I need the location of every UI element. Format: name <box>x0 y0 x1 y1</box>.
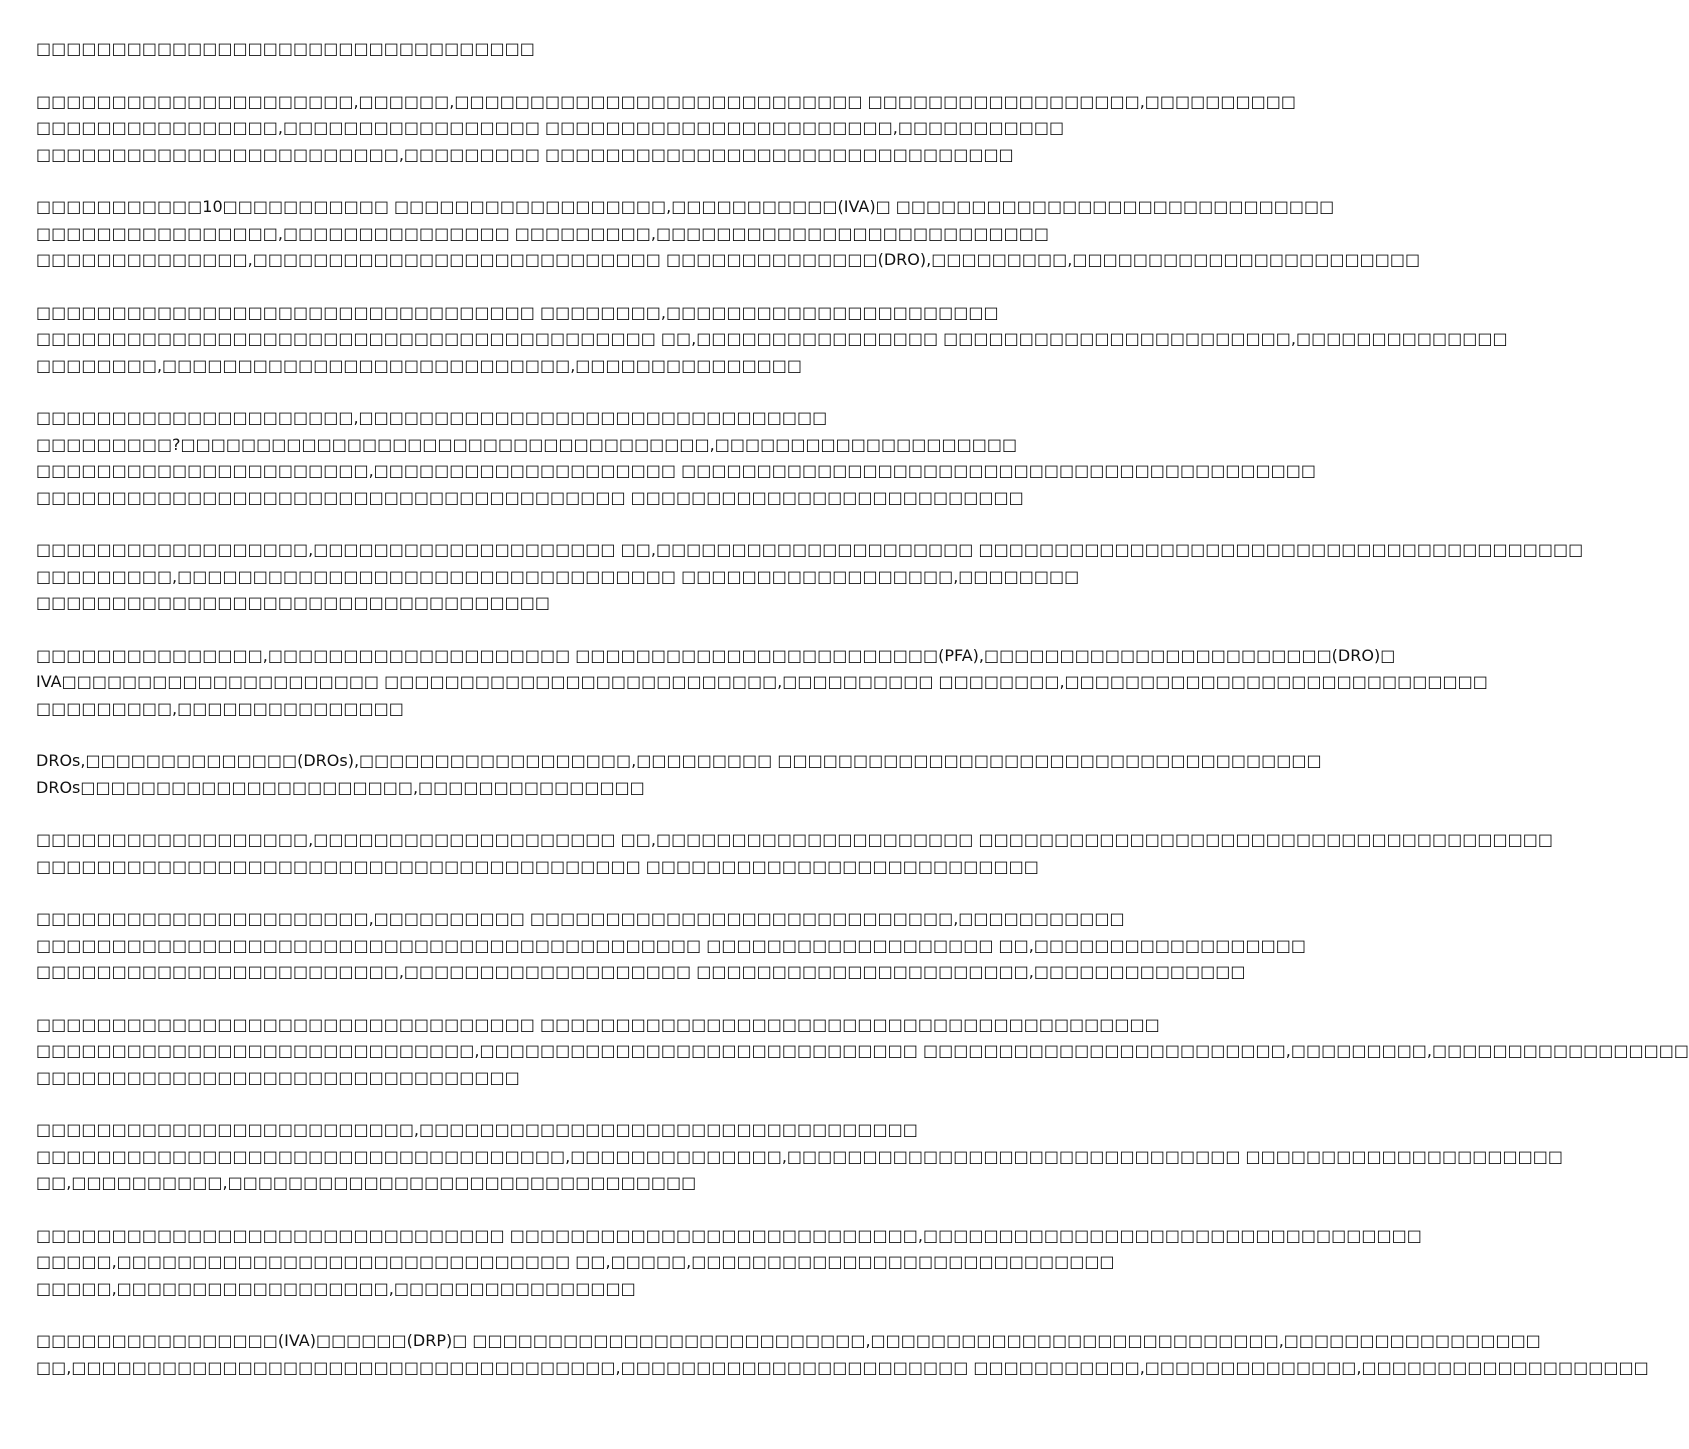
text-line: □□□□□□□□□□□□□□□□□□□□□,□□□□□□,□□□□□□□□□□□□□□□□□□□□□□□□□□□ □□□□□□□□□□□□□□□□□□,□□□□□□□□□□ <box>36 91 1296 111</box>
text-line: □□□□□□□□□□□□□□□□□□□□□,□□□□□□□□□□□□□□□□□□□□□□□□□□□□□□□ <box>36 408 828 427</box>
paragraph <box>36 537 1584 617</box>
paragraph <box>36 1012 1689 1092</box>
text-line: □□□□□□□□□□□□□□□□□□□□□□□□□□□□□□□□□□□,□□□□□□□□□□□□□□,□□□□□□□□□□□□□□□□□□□□□□□□□□□□□□ □□□□□□□□□□□□□□□□□□□□□ <box>36 1146 1563 1166</box>
text-line: □□,□□□□□□□□□□□□□□□□□□□□□□□□□□□□□□□□□□□□,□□□□□□□□□□□□□□□□□□□□□□□ □□□□□□□□□□□,□□□□□□□□□□□□□□,□□□□□□□□□□□□□□□□□□□ <box>36 1357 1649 1377</box>
paragraph <box>36 827 1553 880</box>
text-line: □□□□□□□□□□□□□□□□□□□□□□□□□□□□□□□□□ □□□□□□□□□□□□□□□□□□□□□□□□□□□□□□□□□□□□□□□□□ <box>36 1014 1160 1034</box>
text-line: □□□□□□□□□?□□□□□□□□□□□□□□□□□□□□□□□□□□□□□□□□□□□,□□□□□□□□□□□□□□□□□□□□ <box>36 434 1018 454</box>
text-line: □□□□□□□□□□□□□□,□□□□□□□□□□□□□□□□□□□□□□□□□□□ □□□□□□□□□□□□□□(DRO),□□□□□□□□□,□□□□□□□□□□□□□□□□□□□□□□□ <box>36 250 1421 269</box>
text-line: □□□□□□□□□□□□□□□□,□□□□□□□□□□□□□□□□□ □□□□□□□□□□□□□□□□□□□□□□□,□□□□□□□□□□□ <box>36 118 1065 137</box>
text-line: □□□□□□□□□□□□□□□□□□□□□□□□□□□□□□□□ <box>36 1067 520 1087</box>
text-line: □□□□□,□□□□□□□□□□□□□□□□□□□□□□□□□□□□□□ □□,□□□□□,□□□□□□□□□□□□□□□□□□□□□□□□□□□□ <box>36 1252 1115 1271</box>
text-line: □□□□□□□□□□□□□□□□□□□□□□□□,□□□□□□□□□□□□□□□□□□□ □□□□□□□□□□□□□□□□□□□□□□,□□□□□□□□□□□□□□ <box>36 962 1246 981</box>
paragraph <box>36 906 1306 986</box>
text-line: □□□□□□□□□□□□□□□□□□□□□□□□□,□□□□□□□□□□□□□□□□□□□□□□□□□□□□□□□□□ <box>36 1120 918 1139</box>
text-line: □□□□□□□□□□□□□□□□□□,□□□□□□□□□□□□□□□□□□□□ □□,□□□□□□□□□□□□□□□□□□□□□ □□□□□□□□□□□□□□□□□□□□□□□□□□□□□□□□□□□□□□□□ <box>36 540 1584 559</box>
paragraph <box>36 300 1508 380</box>
text-line: □□□□□□□□,□□□□□□□□□□□□□□□□□□□□□□□□□□□,□□□□□□□□□□□□□□□ <box>36 355 803 375</box>
text-line: □□□□□□□□□□□□□□□□□□□□□□□□□□□□□□□□□□□□□□□□□ □□,□□□□□□□□□□□□□□□□ □□□□□□□□□□□□□□□□□□□□□□□,□□□□□□□□□□□□□□ <box>36 329 1508 348</box>
text-line: □□□□□□□□□□□□□□□□□□□□□□□□□□□□□□□□□□ <box>36 593 550 612</box>
text-line: DROs,□□□□□□□□□□□□□□(DROs),□□□□□□□□□□□□□□□□□□,□□□□□□□□□ □□□□□□□□□□□□□□□□□□□□□□□□□□□□□□□□□□□□ <box>36 751 1322 770</box>
text-line: □□□□□□□□□□□□□□□□□□□□□□□□□□□□□□□□□ □□□□□□□□,□□□□□□□□□□□□□□□□□□□□□□ <box>36 302 999 322</box>
text-line: □□□□□□□□□□□□□□□□,□□□□□□□□□□□□□□□ □□□□□□□□□,□□□□□□□□□□□□□□□□□□□□□□□□□□ <box>36 223 1049 243</box>
paragraph <box>36 36 996 63</box>
text-line: □□□□□□□□□□□□□□□□□□□□□□□□□□□□□□□□□□□□□□□□□□□□ □□□□□□□□□□□□□□□□□□□ □□,□□□□□□□□□□□□□□□□□□ <box>36 935 1306 955</box>
text-line: □□□□□□□□□□□□□□□□□□□□□□□□□□□□□,□□□□□□□□□□□□□□□□□□□□□□□□□□□□□ □□□□□□□□□□□□□□□□□□□□□□□□,□□□□□□□□□,□□□□□□□□□□□□□□□□□ <box>36 1041 1689 1060</box>
paragraph <box>36 194 1421 274</box>
text-line: □□□□□,□□□□□□□□□□□□□□□□□□,□□□□□□□□□□□□□□□□ <box>36 1278 636 1298</box>
text-line: □□□□□□□□□□□□□□□□□□□□□□□□,□□□□□□□□□ □□□□□□□□□□□□□□□□□□□□□□□□□□□□□□□ <box>36 144 1014 164</box>
text-line: □□□□□□□□□□□□□□□□(IVA)□□□□□□(DRP)□ □□□□□□□□□□□□□□□□□□□□□□□□□□,□□□□□□□□□□□□□□□□□□□□□□□□□□□,□□□□□□□□□□□□□□□□□ <box>36 1331 1541 1350</box>
document-body <box>36 36 1689 1407</box>
text-line: □□□□□□□□□□□□□□□□□□,□□□□□□□□□□□□□□□□□□□□ □□,□□□□□□□□□□□□□□□□□□□□□ □□□□□□□□□□□□□□□□□□□□□□□□□□□□□□□□□□□□□□ <box>36 830 1553 849</box>
paragraph <box>36 1328 1649 1381</box>
text-line: □□□□□□□□□□□□□□□□□□□□□□□□□□□□□□□ □□□□□□□□□□□□□□□□□□□□□□□□□□□,□□□□□□□□□□□□□□□□□□□□□□□□□□□□□□□□□ <box>36 1225 1422 1245</box>
paragraph <box>36 643 1488 723</box>
text-line: □□,□□□□□□□□□□,□□□□□□□□□□□□□□□□□□□□□□□□□□□□□□□ <box>36 1173 697 1192</box>
text-line: □□□□□□□□□,□□□□□□□□□□□□□□□□□□□□□□□□□□□□□□□□□ □□□□□□□□□□□□□□□□□□,□□□□□□□□ <box>36 566 1080 586</box>
text-line: □□□□□□□□□□□□□□□□□□□□□□□□□□□□□□□□□ <box>36 39 535 58</box>
paragraph <box>36 1117 1563 1197</box>
paragraph <box>36 89 1296 169</box>
text-line: □□□□□□□□□□□□□□□□□□□□□□□□□□□□□□□□□□□□□□□ □□□□□□□□□□□□□□□□□□□□□□□□□□ <box>36 487 1024 507</box>
text-line: □□□□□□□□□□□□□□□□□□□□□□,□□□□□□□□□□□□□□□□□□□□ □□□□□□□□□□□□□□□□□□□□□□□□□□□□□□□□□□□□□□□□□□ <box>36 461 1317 480</box>
text-line: □□□□□□□□□□□10□□□□□□□□□□□ □□□□□□□□□□□□□□□□□□,□□□□□□□□□□□(IVA)□ □□□□□□□□□□□□□□□□□□□□□□□□□□□□□ <box>36 197 1335 216</box>
text-line: □□□□□□□□□,□□□□□□□□□□□□□□□ <box>36 698 404 718</box>
text-line: □□□□□□□□□□□□□□□□□□□□□□□□□□□□□□□□□□□□□□□□ □□□□□□□□□□□□□□□□□□□□□□□□□□ <box>36 856 1039 876</box>
text-line: □□□□□□□□□□□□□□□,□□□□□□□□□□□□□□□□□□□□ □□□□□□□□□□□□□□□□□□□□□□□□(PFA),□□□□□□□□□□□□□□□□□□□□□□□(DRO)□ <box>36 645 1396 665</box>
text-line: IVA□□□□□□□□□□□□□□□□□□□□□ □□□□□□□□□□□□□□□□□□□□□□□□□□,□□□□□□□□□□ □□□□□□□□,□□□□□□□□□□□□□□□□□□□□□□□□□□□□ <box>36 672 1488 691</box>
paragraph <box>36 405 1317 511</box>
paragraph <box>36 1223 1422 1303</box>
text-line: □□□□□□□□□□□□□□□□□□□□□□,□□□□□□□□□□ □□□□□□□□□□□□□□□□□□□□□□□□□□□□,□□□□□□□□□□□ <box>36 909 1125 928</box>
text-line: DROs□□□□□□□□□□□□□□□□□□□□□□,□□□□□□□□□□□□□□□ <box>36 777 645 797</box>
paragraph <box>36 748 1322 801</box>
